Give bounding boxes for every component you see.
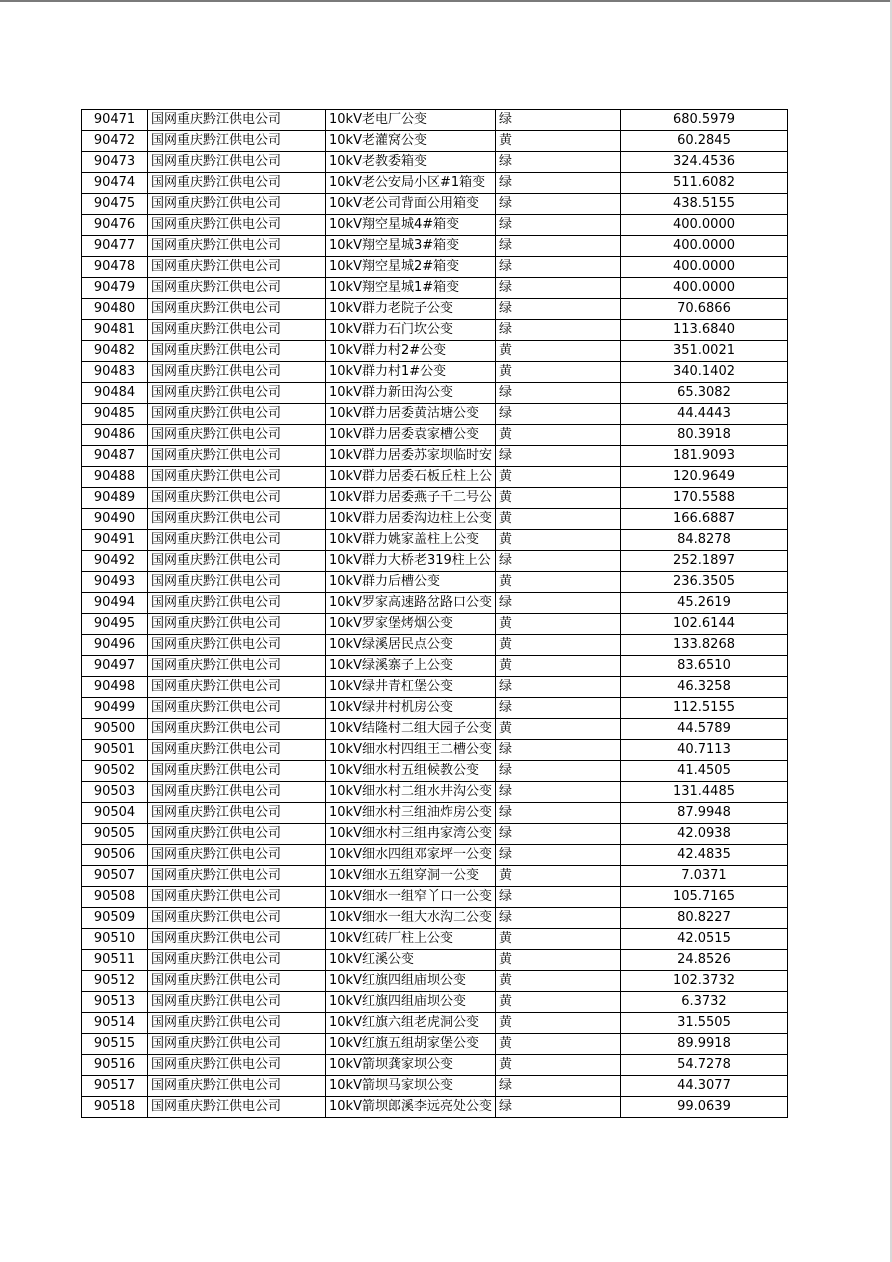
cell-status: 黄 (495, 656, 620, 677)
cell-status: 黄 (495, 614, 620, 635)
cell-id: 90507 (82, 866, 148, 887)
cell-company: 国网重庆黔江供电公司 (148, 152, 326, 173)
cell-id: 90480 (82, 299, 148, 320)
cell-value: 112.5155 (620, 698, 787, 719)
cell-station: 10kV群力村1#公变 (326, 362, 496, 383)
cell-company: 国网重庆黔江供电公司 (148, 719, 326, 740)
table-row (82, 824, 788, 845)
cell-station: 10kV绿井村机房公变 (326, 698, 496, 719)
cell-value: 133.8268 (620, 635, 787, 656)
cell-status: 黄 (495, 509, 620, 530)
cell-station: 10kV绿溪居民点公变 (326, 635, 496, 656)
cell-status: 绿 (495, 761, 620, 782)
cell-company: 国网重庆黔江供电公司 (148, 467, 326, 488)
cell-status: 绿 (495, 383, 620, 404)
cell-value: 44.4443 (620, 404, 787, 425)
cell-value: 54.7278 (620, 1055, 787, 1076)
page-top-border (0, 0, 892, 2)
cell-value: 84.8278 (620, 530, 787, 551)
cell-status: 绿 (495, 845, 620, 866)
cell-station: 10kV翔空星城1#箱变 (326, 278, 496, 299)
cell-id: 90498 (82, 677, 148, 698)
table-row (82, 593, 788, 614)
table-row (82, 341, 788, 362)
table-row (82, 971, 788, 992)
cell-value: 80.8227 (620, 908, 787, 929)
cell-value: 65.3082 (620, 383, 787, 404)
table-row (82, 425, 788, 446)
cell-company: 国网重庆黔江供电公司 (148, 488, 326, 509)
cell-status: 绿 (495, 782, 620, 803)
cell-status: 绿 (495, 1097, 620, 1118)
cell-value: 236.3505 (620, 572, 787, 593)
cell-id: 90476 (82, 215, 148, 236)
cell-value: 6.3732 (620, 992, 787, 1013)
cell-status: 黄 (495, 572, 620, 593)
cell-id: 90499 (82, 698, 148, 719)
table-row (82, 1055, 788, 1076)
cell-station: 10kV翔空星城3#箱变 (326, 236, 496, 257)
cell-station: 10kV结隆村二组大园子公变 (326, 719, 496, 740)
table-row (82, 446, 788, 467)
cell-value: 87.9948 (620, 803, 787, 824)
cell-station: 10kV群力居委沟边柱上公变 (326, 509, 496, 530)
cell-station: 10kV翔空星城4#箱变 (326, 215, 496, 236)
table-row (82, 761, 788, 782)
cell-station: 10kV红旗四组庙坝公变 (326, 992, 496, 1013)
cell-station: 10kV细水五组穿洞一公变 (326, 866, 496, 887)
table-row (82, 1097, 788, 1118)
cell-id: 90504 (82, 803, 148, 824)
cell-id: 90512 (82, 971, 148, 992)
cell-id: 90515 (82, 1034, 148, 1055)
cell-value: 102.3732 (620, 971, 787, 992)
cell-station: 10kV群力后槽公变 (326, 572, 496, 593)
cell-status: 黄 (495, 425, 620, 446)
cell-status: 黄 (495, 1034, 620, 1055)
table-row (82, 740, 788, 761)
cell-company: 国网重庆黔江供电公司 (148, 404, 326, 425)
cell-value: 340.1402 (620, 362, 787, 383)
cell-value: 89.9918 (620, 1034, 787, 1055)
cell-station: 10kV老灌窝公变 (326, 131, 496, 152)
table-row (82, 950, 788, 971)
cell-id: 90510 (82, 929, 148, 950)
data-table (81, 109, 788, 1118)
cell-status: 绿 (495, 194, 620, 215)
cell-company: 国网重庆黔江供电公司 (148, 278, 326, 299)
cell-station: 10kV细水村五组候教公变 (326, 761, 496, 782)
cell-value: 511.6082 (620, 173, 787, 194)
cell-status: 绿 (495, 404, 620, 425)
cell-station: 10kV箭坝马家坝公变 (326, 1076, 496, 1097)
cell-company: 国网重庆黔江供电公司 (148, 1013, 326, 1034)
cell-id: 90505 (82, 824, 148, 845)
cell-company: 国网重庆黔江供电公司 (148, 824, 326, 845)
cell-status: 绿 (495, 677, 620, 698)
cell-company: 国网重庆黔江供电公司 (148, 845, 326, 866)
cell-id: 90492 (82, 551, 148, 572)
cell-id: 90485 (82, 404, 148, 425)
table-row (82, 278, 788, 299)
table-row (82, 782, 788, 803)
table-row (82, 614, 788, 635)
cell-id: 90491 (82, 530, 148, 551)
cell-status: 黄 (495, 719, 620, 740)
cell-station: 10kV绿溪寨子上公变 (326, 656, 496, 677)
table-row (82, 383, 788, 404)
cell-id: 90482 (82, 341, 148, 362)
cell-value: 70.6866 (620, 299, 787, 320)
table-row (82, 929, 788, 950)
cell-id: 90497 (82, 656, 148, 677)
cell-value: 400.0000 (620, 257, 787, 278)
table-row (82, 1076, 788, 1097)
cell-station: 10kV细水村二组水井沟公变 (326, 782, 496, 803)
cell-value: 7.0371 (620, 866, 787, 887)
cell-company: 国网重庆黔江供电公司 (148, 236, 326, 257)
cell-id: 90501 (82, 740, 148, 761)
cell-value: 438.5155 (620, 194, 787, 215)
cell-company: 国网重庆黔江供电公司 (148, 908, 326, 929)
cell-station: 10kV群力新田沟公变 (326, 383, 496, 404)
cell-company: 国网重庆黔江供电公司 (148, 425, 326, 446)
cell-id: 90481 (82, 320, 148, 341)
cell-value: 324.4536 (620, 152, 787, 173)
cell-status: 黄 (495, 866, 620, 887)
cell-value: 351.0021 (620, 341, 787, 362)
cell-company: 国网重庆黔江供电公司 (148, 698, 326, 719)
cell-status: 黄 (495, 362, 620, 383)
table-row (82, 362, 788, 383)
cell-station: 10kV红旗四组庙坝公变 (326, 971, 496, 992)
cell-station: 10kV箭坝郎溪李远亮处公变 (326, 1097, 496, 1118)
cell-status: 绿 (495, 257, 620, 278)
cell-station: 10kV细水村三组冉家湾公变 (326, 824, 496, 845)
cell-value: 105.7165 (620, 887, 787, 908)
cell-status: 黄 (495, 1055, 620, 1076)
cell-id: 90503 (82, 782, 148, 803)
cell-id: 90483 (82, 362, 148, 383)
cell-value: 41.4505 (620, 761, 787, 782)
cell-station: 10kV老公安局小区#1箱变 (326, 173, 496, 194)
cell-status: 绿 (495, 803, 620, 824)
cell-company: 国网重庆黔江供电公司 (148, 131, 326, 152)
cell-value: 60.2845 (620, 131, 787, 152)
cell-id: 90489 (82, 488, 148, 509)
cell-station: 10kV群力居委袁家槽公变 (326, 425, 496, 446)
cell-station: 10kV群力村2#公变 (326, 341, 496, 362)
cell-status: 黄 (495, 950, 620, 971)
cell-status: 黄 (495, 1013, 620, 1034)
table-row (82, 698, 788, 719)
cell-id: 90517 (82, 1076, 148, 1097)
cell-station: 10kV群力老院子公变 (326, 299, 496, 320)
cell-id: 90477 (82, 236, 148, 257)
cell-status: 绿 (495, 110, 620, 131)
table-row (82, 488, 788, 509)
cell-id: 90514 (82, 1013, 148, 1034)
cell-id: 90500 (82, 719, 148, 740)
cell-company: 国网重庆黔江供电公司 (148, 257, 326, 278)
cell-station: 10kV群力居委燕子千二号公 (326, 488, 496, 509)
cell-company: 国网重庆黔江供电公司 (148, 593, 326, 614)
cell-id: 90513 (82, 992, 148, 1013)
cell-id: 90494 (82, 593, 148, 614)
cell-company: 国网重庆黔江供电公司 (148, 173, 326, 194)
cell-id: 90490 (82, 509, 148, 530)
cell-value: 45.2619 (620, 593, 787, 614)
cell-id: 90511 (82, 950, 148, 971)
cell-company: 国网重庆黔江供电公司 (148, 446, 326, 467)
cell-status: 绿 (495, 320, 620, 341)
cell-station: 10kV群力居委黄沽塘公变 (326, 404, 496, 425)
cell-company: 国网重庆黔江供电公司 (148, 572, 326, 593)
cell-value: 24.8526 (620, 950, 787, 971)
cell-value: 46.3258 (620, 677, 787, 698)
cell-company: 国网重庆黔江供电公司 (148, 1097, 326, 1118)
table-row (82, 173, 788, 194)
cell-company: 国网重庆黔江供电公司 (148, 887, 326, 908)
cell-station: 10kV绿井青杠堡公变 (326, 677, 496, 698)
cell-value: 170.5588 (620, 488, 787, 509)
table-row (82, 236, 788, 257)
cell-value: 166.6887 (620, 509, 787, 530)
cell-status: 绿 (495, 908, 620, 929)
table-row (82, 152, 788, 173)
cell-company: 国网重庆黔江供电公司 (148, 950, 326, 971)
cell-value: 400.0000 (620, 236, 787, 257)
cell-status: 绿 (495, 824, 620, 845)
table-row (82, 845, 788, 866)
cell-status: 绿 (495, 446, 620, 467)
cell-company: 国网重庆黔江供电公司 (148, 677, 326, 698)
table-row (82, 215, 788, 236)
cell-status: 绿 (495, 698, 620, 719)
cell-company: 国网重庆黔江供电公司 (148, 1055, 326, 1076)
table-row (82, 551, 788, 572)
cell-station: 10kV箭坝龚家坝公变 (326, 1055, 496, 1076)
cell-company: 国网重庆黔江供电公司 (148, 320, 326, 341)
cell-company: 国网重庆黔江供电公司 (148, 299, 326, 320)
cell-status: 绿 (495, 740, 620, 761)
cell-station: 10kV老公司背面公用箱变 (326, 194, 496, 215)
cell-status: 黄 (495, 635, 620, 656)
cell-company: 国网重庆黔江供电公司 (148, 803, 326, 824)
cell-station: 10kV群力大桥老319柱上公 (326, 551, 496, 572)
cell-company: 国网重庆黔江供电公司 (148, 929, 326, 950)
table-row (82, 320, 788, 341)
cell-station: 10kV红砖厂柱上公变 (326, 929, 496, 950)
cell-id: 90472 (82, 131, 148, 152)
table-row (82, 866, 788, 887)
cell-station: 10kV细水一组大水沟二公变 (326, 908, 496, 929)
cell-id: 90496 (82, 635, 148, 656)
cell-station: 10kV细水四组邓家坪一公变 (326, 845, 496, 866)
table-row (82, 803, 788, 824)
table-row (82, 887, 788, 908)
table-row (82, 194, 788, 215)
cell-station: 10kV红溪公变 (326, 950, 496, 971)
cell-value: 42.4835 (620, 845, 787, 866)
cell-value: 113.6840 (620, 320, 787, 341)
cell-status: 黄 (495, 971, 620, 992)
cell-company: 国网重庆黔江供电公司 (148, 761, 326, 782)
cell-status: 绿 (495, 152, 620, 173)
cell-company: 国网重庆黔江供电公司 (148, 530, 326, 551)
table-row (82, 530, 788, 551)
cell-company: 国网重庆黔江供电公司 (148, 866, 326, 887)
cell-id: 90508 (82, 887, 148, 908)
cell-value: 120.9649 (620, 467, 787, 488)
cell-id: 90474 (82, 173, 148, 194)
cell-company: 国网重庆黔江供电公司 (148, 362, 326, 383)
cell-value: 44.3077 (620, 1076, 787, 1097)
cell-id: 90509 (82, 908, 148, 929)
cell-id: 90473 (82, 152, 148, 173)
cell-status: 绿 (495, 278, 620, 299)
cell-value: 80.3918 (620, 425, 787, 446)
cell-id: 90502 (82, 761, 148, 782)
cell-station: 10kV细水村三组油炸房公变 (326, 803, 496, 824)
table-row (82, 992, 788, 1013)
table-row (82, 467, 788, 488)
cell-id: 90487 (82, 446, 148, 467)
cell-company: 国网重庆黔江供电公司 (148, 656, 326, 677)
cell-id: 90506 (82, 845, 148, 866)
cell-status: 绿 (495, 299, 620, 320)
cell-station: 10kV红旗五组胡家堡公变 (326, 1034, 496, 1055)
table-row (82, 299, 788, 320)
cell-status: 黄 (495, 341, 620, 362)
cell-status: 黄 (495, 530, 620, 551)
cell-value: 400.0000 (620, 278, 787, 299)
cell-station: 10kV老教委箱变 (326, 152, 496, 173)
cell-station: 10kV细水村四组王二槽公变 (326, 740, 496, 761)
cell-value: 40.7113 (620, 740, 787, 761)
table-row (82, 404, 788, 425)
table-row (82, 656, 788, 677)
cell-status: 黄 (495, 992, 620, 1013)
cell-status: 黄 (495, 467, 620, 488)
cell-status: 绿 (495, 173, 620, 194)
cell-value: 252.1897 (620, 551, 787, 572)
cell-value: 42.0515 (620, 929, 787, 950)
cell-status: 黄 (495, 488, 620, 509)
cell-value: 102.6144 (620, 614, 787, 635)
cell-status: 绿 (495, 1076, 620, 1097)
cell-company: 国网重庆黔江供电公司 (148, 992, 326, 1013)
cell-id: 90484 (82, 383, 148, 404)
table-row (82, 1013, 788, 1034)
cell-value: 44.5789 (620, 719, 787, 740)
table-row (82, 572, 788, 593)
cell-value: 83.6510 (620, 656, 787, 677)
cell-status: 绿 (495, 593, 620, 614)
cell-value: 99.0639 (620, 1097, 787, 1118)
cell-id: 90493 (82, 572, 148, 593)
table-row (82, 257, 788, 278)
table-row (82, 509, 788, 530)
cell-company: 国网重庆黔江供电公司 (148, 194, 326, 215)
cell-company: 国网重庆黔江供电公司 (148, 383, 326, 404)
table-row (82, 677, 788, 698)
cell-company: 国网重庆黔江供电公司 (148, 110, 326, 131)
cell-value: 131.4485 (620, 782, 787, 803)
cell-station: 10kV群力居委石板丘柱上公 (326, 467, 496, 488)
cell-station: 10kV老电厂公变 (326, 110, 496, 131)
cell-station: 10kV群力姚家盖柱上公变 (326, 530, 496, 551)
cell-id: 90518 (82, 1097, 148, 1118)
cell-station: 10kV翔空星城2#箱变 (326, 257, 496, 278)
cell-company: 国网重庆黔江供电公司 (148, 1034, 326, 1055)
cell-status: 绿 (495, 215, 620, 236)
cell-value: 31.5505 (620, 1013, 787, 1034)
cell-status: 黄 (495, 131, 620, 152)
cell-company: 国网重庆黔江供电公司 (148, 782, 326, 803)
cell-id: 90495 (82, 614, 148, 635)
table-row (82, 110, 788, 131)
table-row (82, 635, 788, 656)
cell-value: 42.0938 (620, 824, 787, 845)
cell-company: 国网重庆黔江供电公司 (148, 614, 326, 635)
cell-company: 国网重庆黔江供电公司 (148, 551, 326, 572)
cell-value: 400.0000 (620, 215, 787, 236)
cell-company: 国网重庆黔江供电公司 (148, 971, 326, 992)
cell-station: 10kV罗家高速路岔路口公变 (326, 593, 496, 614)
table-row (82, 131, 788, 152)
cell-company: 国网重庆黔江供电公司 (148, 215, 326, 236)
cell-id: 90516 (82, 1055, 148, 1076)
cell-station: 10kV罗家堡烤烟公变 (326, 614, 496, 635)
table-row (82, 719, 788, 740)
cell-station: 10kV细水一组窄丫口一公变 (326, 887, 496, 908)
cell-company: 国网重庆黔江供电公司 (148, 341, 326, 362)
cell-id: 90486 (82, 425, 148, 446)
cell-value: 680.5979 (620, 110, 787, 131)
cell-company: 国网重庆黔江供电公司 (148, 635, 326, 656)
cell-status: 绿 (495, 551, 620, 572)
cell-company: 国网重庆黔江供电公司 (148, 1076, 326, 1097)
cell-id: 90475 (82, 194, 148, 215)
cell-id: 90478 (82, 257, 148, 278)
cell-value: 181.9093 (620, 446, 787, 467)
table-row (82, 1034, 788, 1055)
table-body (82, 110, 788, 1118)
cell-company: 国网重庆黔江供电公司 (148, 740, 326, 761)
table-row (82, 908, 788, 929)
cell-id: 90471 (82, 110, 148, 131)
cell-status: 绿 (495, 236, 620, 257)
cell-status: 黄 (495, 929, 620, 950)
cell-company: 国网重庆黔江供电公司 (148, 509, 326, 530)
cell-station: 10kV群力石门坎公变 (326, 320, 496, 341)
cell-status: 绿 (495, 887, 620, 908)
cell-id: 90488 (82, 467, 148, 488)
cell-station: 10kV群力居委苏家坝临时安 (326, 446, 496, 467)
cell-id: 90479 (82, 278, 148, 299)
cell-station: 10kV红旗六组老虎洞公变 (326, 1013, 496, 1034)
